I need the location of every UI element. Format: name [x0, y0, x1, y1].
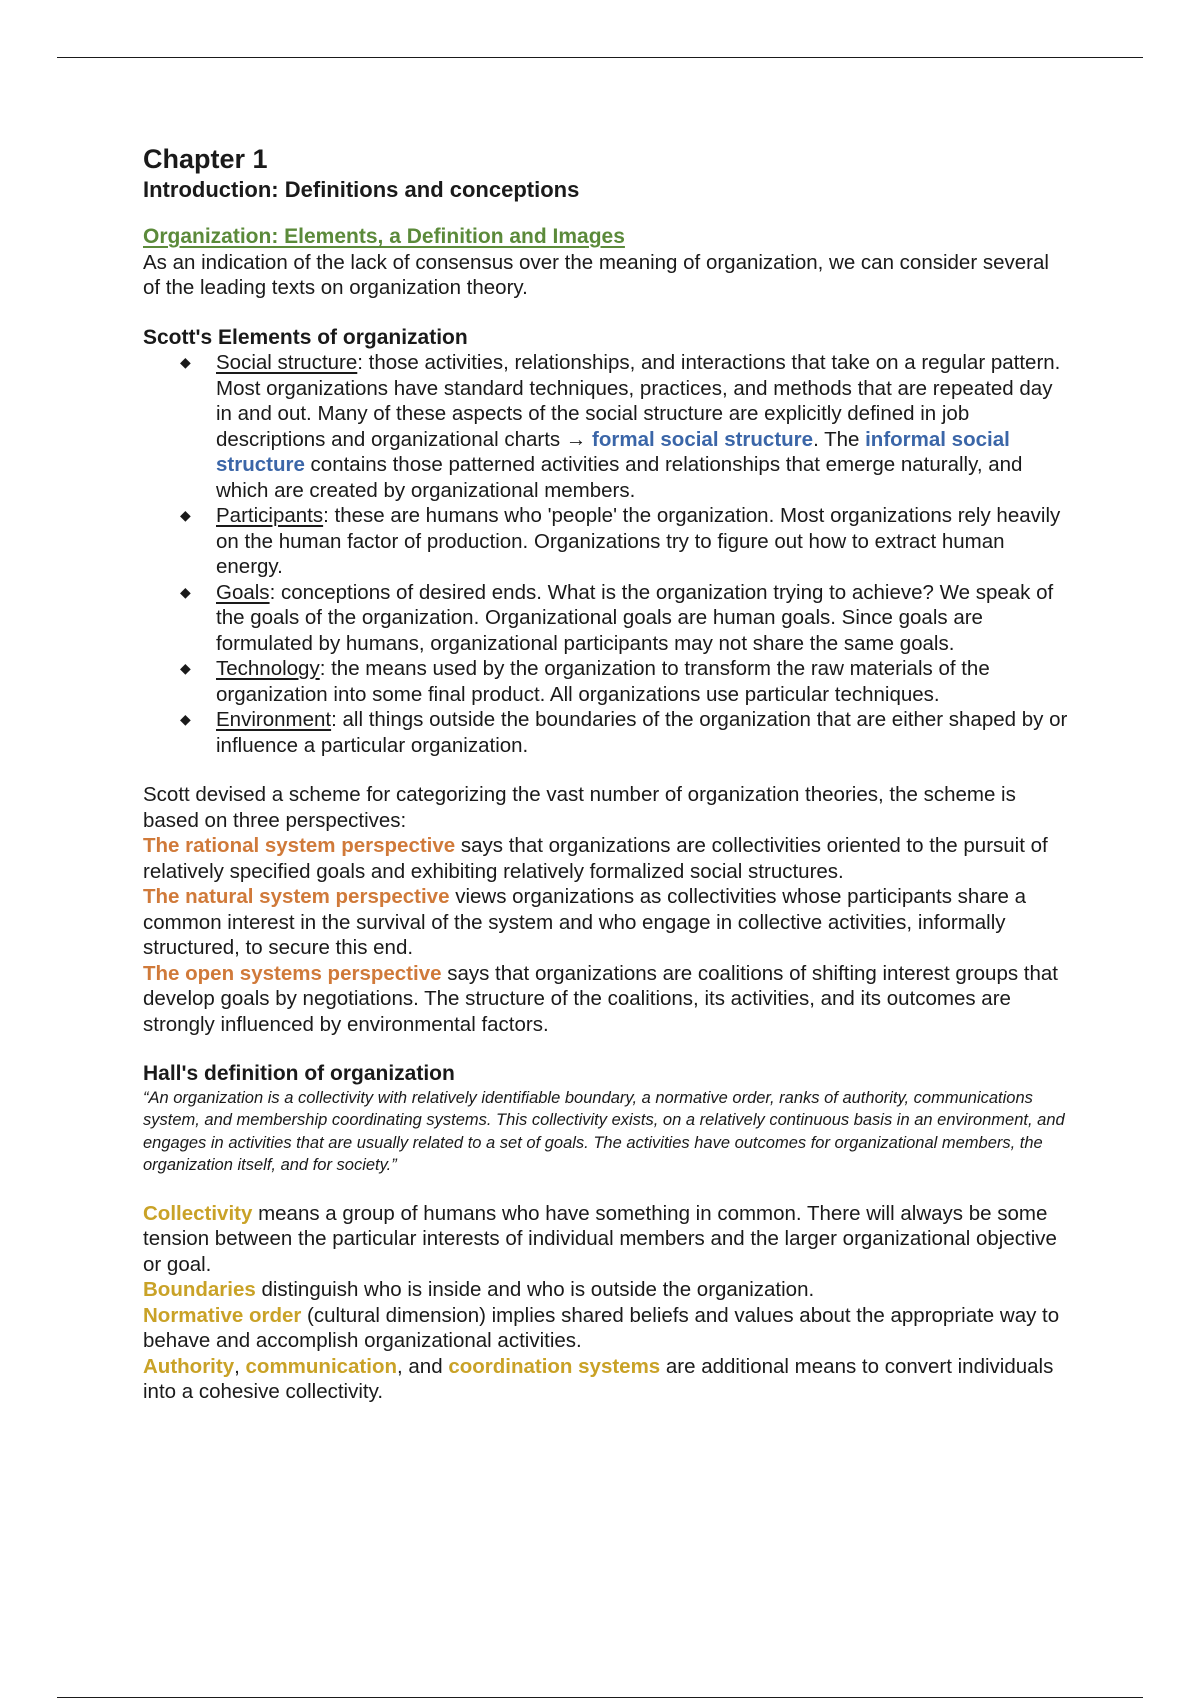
- perspective-rational: [143, 833, 1068, 884]
- perspective-open-name: The open systems perspective: [143, 961, 442, 985]
- term-environment: Environment: [216, 708, 332, 731]
- term-boundaries-text: distinguish who is inside and who is outside the organization.: [255, 1278, 815, 1301]
- term-collectivity-name: Collectivity: [143, 1201, 253, 1225]
- term-participants: Participants: [216, 504, 324, 527]
- social-structure-text-a: : those activities, relationships, and interactions that take on a regular pattern. Most organizations have standard techniques, practices, and methods that are repeated day in and out. Many of these aspects of the social structure are explicitly defined in job descriptions and organizational charts →: [216, 351, 1061, 451]
- goals-text: : conceptions of desired ends. What is the organization trying to achieve? We speak of the goals of the organization. Organizational goals are human goals. Since goals are formulated by humans, organizational participants may not share the same goals.: [216, 580, 1054, 655]
- perspective-natural-text: views organizations as collectivities whose participants share a common interest in the survival of the system and who engage in collective activities, informally structured, to secure this end.: [143, 885, 1027, 959]
- perspective-open: [143, 961, 1068, 1038]
- spacer: [143, 1177, 1068, 1201]
- scott-heading: Scott's Elements of organization: [143, 325, 468, 349]
- bottom-rule: [57, 1697, 1143, 1698]
- perspective-rational-name: The rational system perspective: [143, 834, 456, 857]
- separator-comma: ,: [234, 1354, 246, 1378]
- diamond-bullet-icon: ◆: [180, 660, 191, 676]
- term-coordination-systems: coordination systems: [448, 1354, 661, 1378]
- environment-text: : all things outside the boundaries of the organization that are either shaped by or influence a particular organization.: [216, 708, 1068, 757]
- perspective-natural-name: The natural system perspective: [143, 885, 450, 908]
- hall-quote: “An organization is a collectivity with relatively identifiable boundary, a normative order, ranks of authority, communications system, and membership coordinating systems. This collectivity exists, on a relatively continuous basis in an environment, and engages in activities that are usually related to a set of goals. The activities have outcomes for organizational members, the organization itself, and for society.”: [143, 1088, 1065, 1174]
- term-technology: Technology: [216, 657, 320, 680]
- term-normative-order-name: Normative order: [143, 1303, 302, 1327]
- term-normative-order: [143, 1303, 1068, 1354]
- highlight-formal-social-structure: formal social structure: [592, 427, 814, 451]
- perspective-open-text: says that organizations are coalitions of shifting interest groups that develop goals by negotiations. The structure of the coalitions, its activities, and its outcomes are strongly influenced by environmental factors.: [143, 961, 1058, 1036]
- term-social-structure: Social structure: [216, 351, 358, 374]
- term-normative-order-text: (cultural dimension) implies shared beliefs and values about the appropriate way to behave and accomplish organizational activities.: [143, 1303, 1060, 1352]
- participants-text: : these are humans who 'people' the organization. Most organizations rely heavily on the human factor of production. Organizations try to figure out how to extract human energy.: [216, 504, 1061, 578]
- diamond-bullet-icon: ◆: [180, 711, 191, 727]
- scott-elements-list: [143, 350, 1068, 758]
- term-boundaries-name: Boundaries: [143, 1278, 256, 1301]
- social-structure-text-b: . The: [813, 427, 866, 451]
- highlight-informal-social-structure: informal social structure: [216, 427, 1010, 476]
- technology-text: : the means used by the organization to transform the raw materials of the organization into some final product. All organizations use particular techniques.: [216, 657, 990, 706]
- section-heading-elements: Organization: Elements, a Definition and Images: [143, 225, 625, 248]
- hall-heading: Hall's definition of organization: [143, 1062, 455, 1085]
- perspective-natural: [143, 884, 1068, 961]
- chapter-number: Chapter 1: [143, 144, 268, 174]
- scheme-intro: Scott devised a scheme for categorizing the vast number of organization theories, the scheme is based on three perspectives:: [143, 783, 1016, 832]
- final-text: are additional means to convert individuals into a cohesive collectivity.: [143, 1354, 1054, 1403]
- spacer: [143, 758, 1068, 782]
- diamond-bullet-icon: ◆: [180, 507, 191, 523]
- list-item-participants: [180, 503, 1068, 580]
- perspective-rational-text: says that organizations are collectivities oriented to the pursuit of relatively specified goals and exhibiting relatively formalized social structures.: [143, 834, 1048, 883]
- term-communication: communication: [245, 1354, 398, 1378]
- top-rule: [57, 57, 1143, 58]
- chapter-title: Introduction: Definitions and conceptions: [143, 177, 580, 202]
- term-authority: Authority: [143, 1354, 235, 1378]
- social-structure-text-c: contains those patterned activities and relationships that emerge naturally, and which are created by organizational members.: [216, 453, 1023, 502]
- document-page: [143, 142, 1068, 1405]
- list-item-technology: [180, 656, 1068, 707]
- separator-and: , and: [397, 1354, 449, 1378]
- diamond-bullet-icon: ◆: [180, 583, 191, 600]
- term-collectivity: [143, 1201, 1068, 1278]
- term-collectivity-text: means a group of humans who have something in common. There will always be some tension between the particular interests of individual members and the larger organizational objective or goal.: [143, 1201, 1057, 1276]
- diamond-bullet-icon: ◆: [180, 354, 191, 370]
- list-item-social-structure: [180, 350, 1068, 503]
- term-boundaries: [143, 1277, 1068, 1303]
- section-intro: As an indication of the lack of consensus over the meaning of organization, we can consider several of the leading texts on organization theory.: [143, 250, 1049, 299]
- list-item-goals: [180, 580, 1068, 657]
- list-item-environment: [180, 707, 1068, 758]
- term-goals: Goals: [216, 580, 270, 604]
- term-authority-communication-coordination: [143, 1354, 1068, 1405]
